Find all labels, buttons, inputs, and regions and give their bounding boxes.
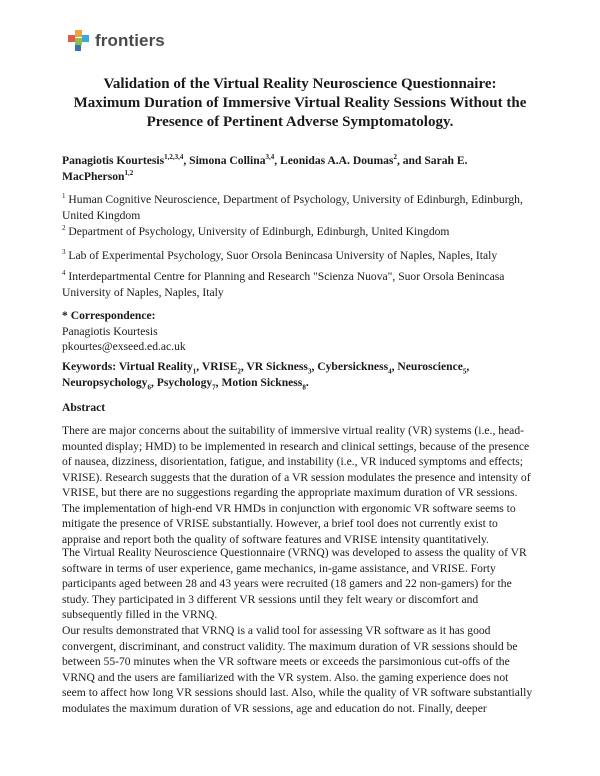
paragraph-line: mitigate the presence of VRISE substantially. However, a brief tool does not currently exist to — [62, 517, 498, 530]
affiliation — [62, 248, 542, 264]
keyword-index: 4 — [388, 367, 392, 376]
affiliation — [62, 269, 542, 300]
correspondence-block — [62, 308, 542, 355]
affiliation-number: 4 — [62, 269, 66, 278]
keyword: VRISE — [201, 360, 238, 373]
paragraph-line: The implementation of high-end VR HMDs in conjunction with ergonomic VR software seems to — [62, 501, 516, 515]
abstract-paragraph — [62, 423, 542, 547]
affiliation-text: Human Cognitive Neuroscience, Department of Psychology, University of Edinburgh, Edinburgh, — [68, 193, 523, 206]
title-line: Maximum Duration of Immersive Virtual Reality Sessions Without the — [73, 95, 527, 111]
author-affiliation-marker: 1,2,3,4 — [164, 153, 184, 162]
paragraph-line: convergent, discriminant, and construct validity. The maximum duration of VR sessions should be — [62, 639, 518, 653]
affiliation-number: 2 — [62, 224, 66, 233]
keyword-index: 1 — [192, 367, 197, 376]
author-name: and Sarah E. — [402, 154, 468, 167]
affiliation — [62, 224, 542, 240]
abstract-paragraph — [62, 545, 542, 623]
abstract-paragraph — [62, 623, 542, 716]
title-line: Validation of the Virtual Reality Neuroscience Questionnaire: — [103, 76, 497, 92]
keywords-label: Keywords: — [62, 360, 117, 373]
abstract-heading: Abstract — [62, 401, 106, 414]
paragraph-line: The Virtual Reality Neuroscience Questionnaire (VRNQ) was developed to assess the quality of VR — [62, 546, 527, 559]
keyword-index: 2 — [237, 367, 241, 376]
author-name: Panagiotis Kourtesis — [62, 154, 165, 167]
affiliation — [62, 192, 542, 223]
frontiers-logo-icon — [68, 30, 92, 52]
paragraph-line: of nausea, dizziness, disorientation, fatigue, and instability (i.e., VR induced symptoms and effects; — [62, 455, 523, 468]
author-name: MacPherson — [62, 169, 125, 183]
keyword: Psychology — [156, 375, 213, 389]
paragraph-line: appraise and report both the quality of software features and VRISE intensity quantitatively. — [62, 532, 489, 546]
affiliation-text: University of Naples, Naples, Italy — [62, 285, 224, 299]
author-name: Leonidas A.A. Doumas — [280, 154, 394, 167]
paragraph-line: study. They participated in 3 different VR sessions until they felt weary or discomfort and — [62, 592, 479, 606]
paragraph-line: software in terms of user experience, game mechanics, in-game assistance, and VRISE. Forty — [62, 561, 496, 575]
paragraph-line: mounted display; HMD) to be implemented in research and clinical settings, because of the presence — [62, 439, 530, 453]
correspondence-label: * Correspondence: — [62, 309, 156, 322]
affiliation-text: Interdepartmental Centre for Planning and Research "Scienza Nuova", Suor Orsola Benincasa — [68, 270, 505, 283]
paragraph-line: seem to affect how long VR sessions should last. Also, while the quality of VR software substantially — [62, 686, 533, 699]
paragraph-line: Our results demonstrated that VRNQ is a valid tool for assessing VR software as it has good — [62, 624, 491, 637]
affiliation-text: United Kingdom — [62, 208, 141, 222]
author-name: Simona Collina — [189, 154, 266, 167]
keyword-index: 8 — [302, 382, 306, 391]
frontiers-logo — [68, 28, 165, 54]
author-affiliation-marker: 2 — [393, 153, 397, 162]
correspondence-email[interactable]: pkourtes@exseed.ed.ac.uk — [62, 340, 186, 353]
paragraph-line: VRISE). Research suggests that the duration of a VR session modulates the presence and intensity of — [62, 470, 531, 484]
paragraph-line: subsequently filled in the VRNQ. — [62, 608, 218, 621]
keyword-index: 6 — [147, 382, 151, 391]
keyword: Cybersickness — [317, 360, 389, 373]
author-affiliation-marker: 3,4 — [265, 153, 275, 162]
author-affiliation-marker: 1,2 — [124, 168, 134, 177]
keyword-index: 3 — [307, 367, 312, 376]
keyword: Motion Sickness — [221, 375, 303, 389]
author-list: Panagiotis Kourtesis$^{1,2,3,4}$, Simona Collina$^{3,4}$, Leonidas A.A. Doumas$^2$, and Sarah E. MacPherson$^{1,2}$ — [62, 153, 468, 183]
affiliation-number: 3 — [62, 248, 66, 257]
correspondence-name: Panagiotis Kourtesis — [62, 324, 158, 338]
affiliation-text: Lab of Experimental Psychology, Suor Orsola Benincasa University of Naples, Naples, Italy — [68, 249, 498, 262]
paragraph-line: between 55-70 minutes when the VR software meets or exceeds the parsimonious cut-offs of the — [62, 655, 510, 668]
frontiers-logo-text: frontiers — [95, 31, 165, 50]
paragraph-line: participants aged between 28 and 43 years were recruited (18 gamers and 22 non-gamers) for the — [62, 577, 512, 590]
keyword-index: 7 — [212, 382, 216, 391]
keywords-block: Keywords: Virtual Reality$_1$, $VRISE_2$, VR Sickness$_3$, Cybersickness$_4$, Neuroscience$_5$, Neuropsychology$_6$, Psychology$_7$, Motion Sickness$_8$. — [62, 360, 470, 391]
keyword-index: 5 — [462, 367, 467, 376]
keyword: VR Sickness — [246, 360, 308, 373]
keyword: Neuropsychology — [62, 375, 148, 389]
affiliation-number: 1 — [62, 192, 66, 201]
affiliation-text: Department of Psychology, University of Edinburgh, Edinburgh, United Kingdom — [68, 225, 450, 238]
keyword: Virtual Reality — [118, 360, 193, 373]
paragraph-line: modulates the maximum duration of VR sessions, age and education do not. Finally, deeper — [62, 701, 487, 715]
paragraph-line: VRISE, but there are no suggestions regarding the appropriate maximum duration of VR sessions. — [62, 486, 518, 499]
paper-title — [62, 75, 538, 132]
title-line: Presence of Pertinent Adverse Symptomatology. — [146, 114, 454, 130]
keyword: Neuroscience — [397, 360, 463, 373]
paragraph-line: VRNQ and the users are familiarized with the VR system. Also. the gaming experience does not — [62, 670, 509, 684]
paragraph-line: There are major concerns about the suitability of immersive virtual reality (VR) systems (i.e., head- — [62, 424, 524, 437]
